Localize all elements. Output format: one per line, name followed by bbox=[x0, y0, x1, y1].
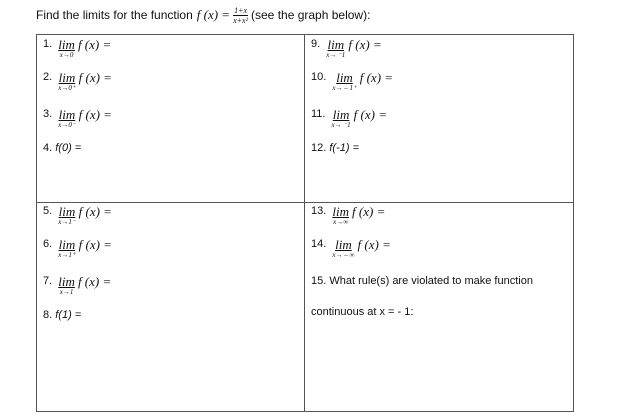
question-15 bbox=[311, 275, 533, 287]
question-number: 12. bbox=[311, 142, 327, 154]
question-2 bbox=[43, 71, 112, 92]
question-number: 5. bbox=[43, 205, 53, 217]
question-8 bbox=[43, 309, 81, 321]
question-grid bbox=[36, 34, 574, 412]
limit-label: lim bbox=[332, 204, 349, 219]
limit-expression: f (x) = bbox=[78, 70, 112, 85]
limit-subscript: x→0 bbox=[59, 51, 74, 59]
limit-expression: f (x) = bbox=[357, 237, 391, 252]
question-1 bbox=[43, 38, 111, 59]
limit bbox=[58, 38, 75, 59]
limit-label: lim bbox=[335, 237, 352, 252]
limit bbox=[332, 108, 351, 129]
limit-subscript: x→ – 1⁺ bbox=[332, 84, 357, 92]
limit-label: lim bbox=[58, 237, 76, 252]
fraction-denominator: x+x² bbox=[233, 15, 248, 25]
instructions-suffix: (see the graph below): bbox=[251, 8, 371, 22]
fraction-numerator: 1+x bbox=[234, 5, 248, 15]
question-number: 7. bbox=[43, 275, 53, 287]
question-number: 2. bbox=[43, 71, 53, 83]
question-3 bbox=[43, 108, 112, 129]
question-13 bbox=[311, 205, 385, 226]
limit bbox=[58, 108, 75, 129]
limit-expression: f (x) = bbox=[352, 204, 386, 219]
limit-subscript: x→0⁻ bbox=[58, 121, 76, 129]
question-number: 10. bbox=[311, 71, 327, 83]
question-text: f(-1) = bbox=[329, 142, 360, 154]
question-7 bbox=[43, 275, 111, 296]
question-text: continuous at x = - 1: bbox=[311, 306, 414, 318]
question-number: 9. bbox=[311, 38, 321, 50]
question-5 bbox=[43, 205, 112, 226]
limit-label: lim bbox=[327, 37, 345, 52]
question-12 bbox=[311, 142, 359, 154]
limit bbox=[58, 71, 75, 92]
limit-expression: f (x) = bbox=[348, 37, 382, 52]
limit-expression: f (x) = bbox=[77, 37, 112, 52]
grid-vertical-divider bbox=[304, 34, 305, 412]
limit bbox=[332, 205, 349, 226]
limit-expression: f (x) = bbox=[78, 107, 112, 122]
limit bbox=[58, 275, 75, 296]
limit-subscript: x→0⁺ bbox=[58, 84, 76, 92]
limit-subscript: x→ ⁻1 bbox=[331, 121, 351, 129]
question-10 bbox=[311, 71, 393, 92]
instructions-text: Find the limits for the function bbox=[36, 8, 193, 22]
limit bbox=[332, 71, 356, 92]
limit-expression: f (x) = bbox=[78, 204, 112, 219]
question-15-continued bbox=[311, 306, 413, 318]
limit bbox=[58, 238, 75, 259]
question-number: 14. bbox=[311, 238, 327, 250]
question-number: 15. bbox=[311, 275, 327, 287]
limit bbox=[332, 238, 354, 259]
limit-label: lim bbox=[332, 107, 350, 122]
question-number: 6. bbox=[43, 238, 53, 250]
question-number: 13. bbox=[311, 205, 327, 217]
limit bbox=[58, 205, 75, 226]
limit-expression: f (x) = bbox=[77, 274, 112, 289]
limit-subscript: x→1⁺ bbox=[58, 251, 76, 259]
question-11 bbox=[311, 108, 387, 129]
question-text: f(0) = bbox=[55, 142, 82, 154]
question-14 bbox=[311, 238, 391, 259]
limit-subscript: x→1 bbox=[59, 288, 74, 296]
limit-label: lim bbox=[58, 37, 75, 52]
limit-label: lim bbox=[58, 204, 76, 219]
limit-subscript: x→∞ bbox=[333, 218, 349, 226]
question-text: What rule(s) are violated to make function bbox=[329, 275, 533, 287]
question-number: 1. bbox=[43, 38, 53, 50]
function-name: f (x) = bbox=[196, 7, 231, 22]
question-6 bbox=[43, 238, 112, 259]
limit-label: lim bbox=[58, 70, 76, 85]
limit-subscript: x→ – ∞ bbox=[332, 251, 355, 259]
limit-label: lim bbox=[58, 107, 76, 122]
question-text: f(1) = bbox=[55, 309, 82, 321]
limit-subscript: x→ ⁻1 bbox=[326, 51, 346, 59]
question-number: 3. bbox=[43, 108, 53, 120]
function-fraction bbox=[233, 6, 248, 25]
limit-expression: f (x) = bbox=[359, 70, 394, 85]
question-4 bbox=[43, 142, 81, 154]
question-number: 11. bbox=[311, 108, 326, 120]
limit-subscript: x→1⁻ bbox=[58, 218, 76, 226]
limit-expression: f (x) = bbox=[78, 237, 112, 252]
question-number: 8. bbox=[43, 309, 53, 321]
question-number: 4. bbox=[43, 142, 53, 154]
limit-expression: f (x) = bbox=[353, 107, 387, 122]
limit-label: lim bbox=[58, 274, 75, 289]
limit bbox=[326, 38, 345, 59]
question-9 bbox=[311, 38, 382, 59]
limit-label: lim bbox=[336, 70, 353, 85]
grid-horizontal-divider bbox=[36, 202, 574, 203]
instructions-header bbox=[36, 4, 370, 26]
